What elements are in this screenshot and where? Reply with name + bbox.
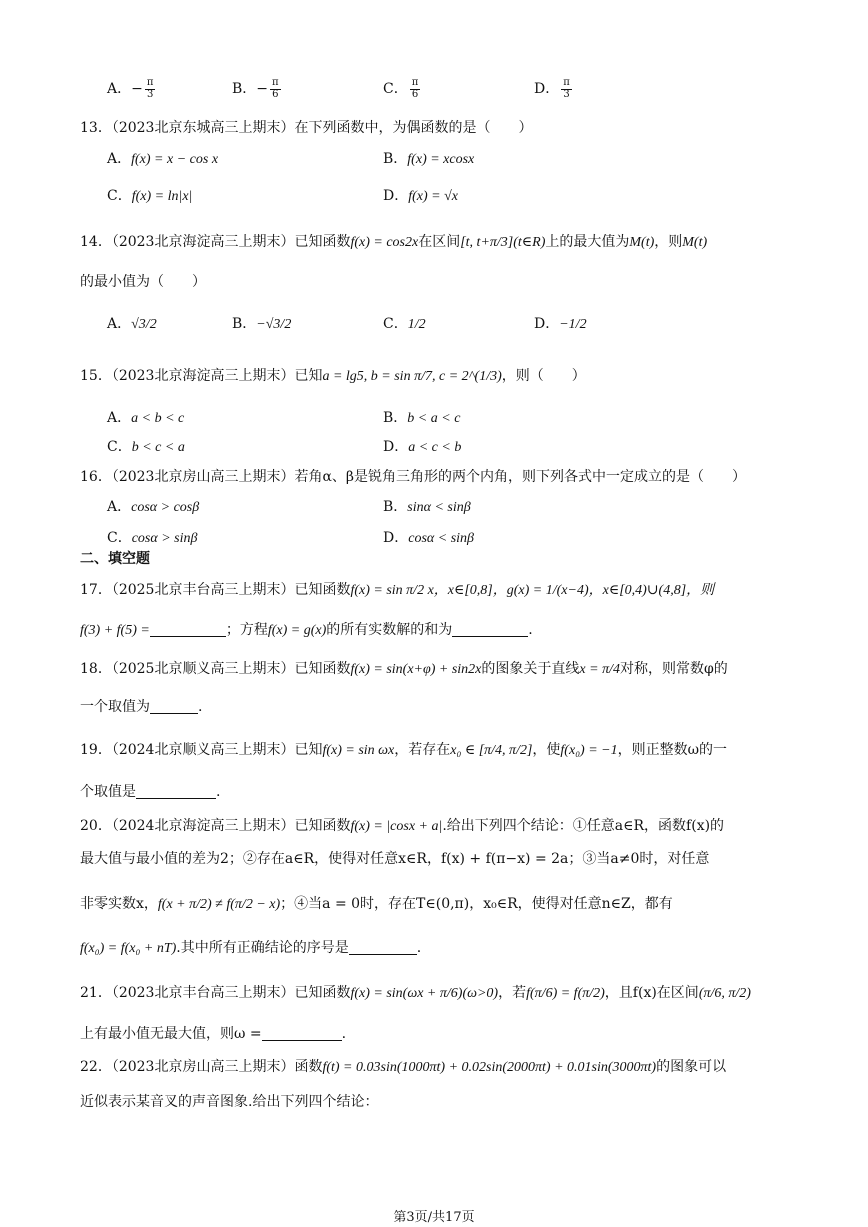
- q22-line2: 近似表示某音叉的声音图象.给出下列四个结论：: [80, 1094, 379, 1110]
- answer-blank[interactable]: [150, 713, 198, 714]
- q18-line2: 一个取值为 .: [80, 699, 203, 715]
- answer-blank[interactable]: [136, 798, 216, 799]
- q16-stem: 16．（2023北京房山高三上期末）若角α、β是锐角三角形的两个内角，则下列各式中一定成立的是（ ）: [80, 469, 746, 485]
- q20-line3: 非零实数x，f(x + π/2) ≠ f(π/2 − x)；④当a = 0时，存在T∈(0,π)，x₀∈R，使得对任意n∈Z，都有: [80, 896, 673, 912]
- answer-blank[interactable]: [452, 636, 528, 637]
- answer-blank[interactable]: [262, 1040, 342, 1041]
- page-number: 第3页/共17页: [393, 1210, 475, 1225]
- q14-stem-line2: 的最小值为（ ）: [80, 274, 206, 290]
- q12-option-c: C． $\frac{\pi}{6}$: [383, 77, 419, 100]
- q13-stem: 13．（2023北京东城高三上期末）在下列函数中，为偶函数的是（ ）: [80, 120, 533, 136]
- q13-option-a: A．f(x) = x − cos x: [107, 151, 219, 167]
- q14-option-b: B．−√3/2: [232, 316, 292, 332]
- q16-option-b: B．sinα < sinβ: [383, 499, 471, 515]
- q14-option-d: D．−1/2: [534, 316, 587, 332]
- q20-line4: f(x₀) = f(x₀ + nT).其中所有正确结论的序号是 .: [80, 940, 422, 956]
- q19-line1: 19．（2024北京顺义高三上期末）已知f(x) = sin ωx，若存在x₀ ∈ [π/4, π/2]，使f(x₀) = −1，则正整数ω的一: [80, 742, 728, 758]
- q20-line2: 最大值与最小值的差为2；②存在a∈R，使得对任意x∈R，f(x) + f(π−x) = 2a；③当a≠0时，对任意: [80, 851, 710, 867]
- q18-line1: 18．（2025北京顺义高三上期末）已知函数f(x) = sin(x+φ) + sin2x的图象关于直线x = π/4对称，则常数φ的: [80, 661, 728, 677]
- answer-blank[interactable]: [150, 636, 226, 637]
- q16-option-a: A．cosα > cosβ: [107, 499, 200, 515]
- q16-option-c: C．cosα > sinβ: [107, 530, 198, 546]
- q21-line1: 21．（2023北京丰台高三上期末）已知函数f(x) = sin(ωx + π/6)(ω>0)，若f(π/6) = f(π/2)，且f(x)在区间(π/6, π/2): [80, 985, 751, 1001]
- q15-stem: 15．（2023北京海淀高三上期末）已知a = lg5, b = sin π/7, c = 2^(1/3)，则（ ）: [80, 368, 586, 384]
- option-label: C．: [383, 81, 408, 97]
- q15-option-d: D．a < c < b: [383, 439, 462, 455]
- answer-blank[interactable]: [349, 954, 417, 955]
- q13-option-d: D．f(x) = √x: [383, 188, 459, 204]
- q19-line2: 个取值是 .: [80, 784, 221, 800]
- q17-line2: f(3) + f(5) = ；方程f(x) = g(x)的所有实数解的和为 .: [80, 622, 533, 638]
- q14-stem: 14．（2023北京海淀高三上期末）已知函数f(x) = cos2x在区间[t, t+π/3](t∈R)上的最大值为M(t)，则M(t): [80, 234, 708, 250]
- q22-line1: 22．（2023北京房山高三上期末）函数f(t) = 0.03sin(1000πt) + 0.02sin(2000πt) + 0.01sin(3000πt)的图象可以: [80, 1059, 727, 1075]
- q14-option-c: C．1/2: [383, 316, 426, 332]
- q15-option-b: B．b < a < c: [383, 410, 461, 426]
- q16-option-d: D．cosα < sinβ: [383, 530, 475, 546]
- section-heading: 二、填空题: [80, 551, 150, 567]
- q12-option-d: D． $\frac{\pi}{3}$: [534, 77, 570, 100]
- q17-line1: 17．（2025北京丰台高三上期末）已知函数f(x) = sin π/2 x，x∈[0,8]，g(x) = 1/(x−4)，x∈[0,4)∪(4,8]，则: [80, 582, 715, 598]
- q13-option-b: B．f(x) = xcosx: [383, 151, 475, 167]
- q21-line2: 上有最小值无最大值，则ω = .: [80, 1026, 347, 1042]
- option-label: D．: [534, 81, 560, 97]
- q15-option-a: A．a < b < c: [107, 410, 185, 426]
- q14-option-a: A．√3/2: [107, 316, 157, 332]
- q15-option-c: C．b < c < a: [107, 439, 185, 455]
- q13-option-c: C．f(x) = ln|x|: [107, 188, 193, 204]
- option-label: B．: [232, 81, 257, 97]
- q20-line1: 20．（2024北京海淀高三上期末）已知函数f(x) = |cosx + a|.给出下列四个结论：①任意a∈R，函数f(x)的: [80, 818, 725, 834]
- option-label: A．: [107, 81, 132, 97]
- q12-option-a: A．− $\frac{\pi}{3}$: [107, 77, 154, 100]
- q12-option-b: B．− $\frac{\pi}{6}$: [232, 77, 279, 100]
